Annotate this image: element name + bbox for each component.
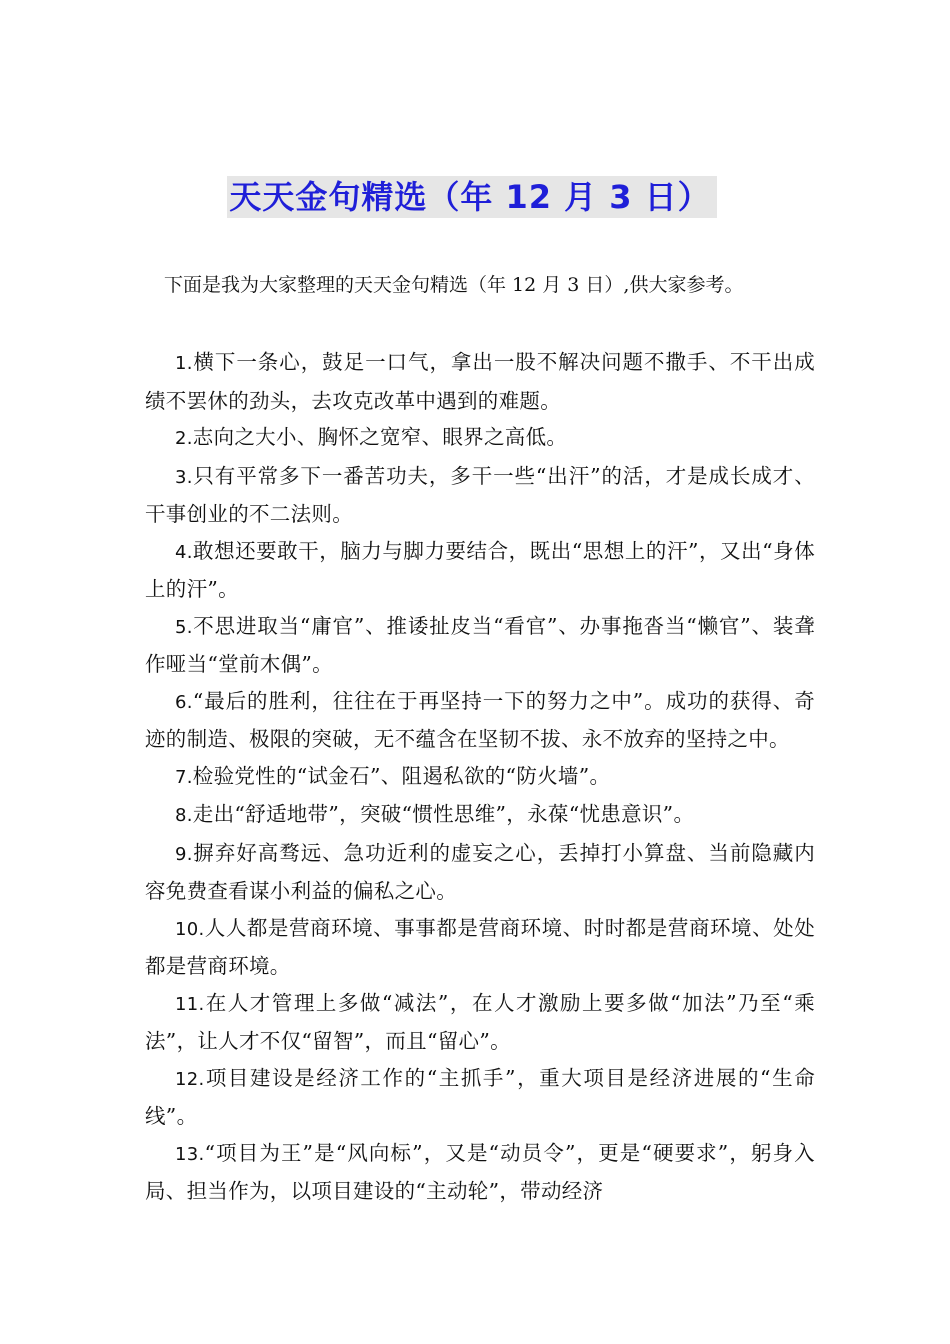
quote-item	[145, 419, 815, 458]
quote-text: 不思进取当“庸官”、推诿扯皮当“看官”、办事拖沓当“懒官”、装聋作哑当“堂前木偶”。	[145, 613, 815, 676]
quote-item	[145, 985, 815, 1060]
quote-number: 13.	[175, 1143, 205, 1165]
quote-number: 10.	[175, 918, 205, 940]
quote-number: 1.	[175, 353, 193, 374]
quote-text: “最后的胜利，往往在于再坚持一下的努力之中”。成功的获得、奇迹的制造、极限的突破，无不蕴含在坚韧不拔、永不放弃的坚持之中。	[145, 688, 815, 751]
quote-item	[145, 683, 815, 758]
quote-number: 11.	[175, 993, 205, 1015]
quote-number: 9.	[175, 843, 193, 865]
quote-text: 人人都是营商环境、事事都是营商环境、时时都是营商环境、处处都是营商环境。	[145, 915, 815, 978]
quote-number: 6.	[175, 691, 193, 713]
quote-item	[145, 796, 815, 835]
quote-text: 只有平常多下一番苦功夫，多干一些“出汗”的活，才是成长成才、干事创业的不二法则。	[145, 463, 815, 526]
quote-text: 志向之大小、胸怀之宽窄、眼界之高低。	[192, 425, 568, 449]
intro-paragraph: 下面是我为大家整理的天天金句精选（年 12 月 3 日）,供大家参考。	[164, 274, 744, 296]
quote-item	[145, 910, 815, 985]
quote-text: 走出“舒适地带”，突破“惯性思维”，永葆“忧患意识”。	[192, 802, 695, 826]
quote-list	[145, 344, 815, 1210]
quote-number: 2.	[175, 428, 193, 449]
quote-item	[145, 1135, 815, 1210]
quote-text: 摒弃好高骛远、急功近利的虚妄之心，丢掉打小算盘、当前隐藏内容免费查看谋小利益的偏私之心。	[145, 840, 815, 903]
quote-item	[145, 344, 815, 419]
quote-text: 敢想还要敢干，脑力与脚力要结合，既出“思想上的汗”，又出“身体上的汗”。	[145, 538, 815, 601]
quote-item	[145, 835, 815, 910]
quote-item	[145, 1060, 815, 1135]
quote-text: 横下一条心，鼓足一口气，拿出一股不解决问题不撒手、不干出成绩不罢休的劲头，去攻克改革中遇到的难题。	[145, 350, 815, 413]
quote-number: 12.	[175, 1068, 205, 1090]
quote-item	[145, 458, 815, 533]
quote-number: 4.	[175, 541, 193, 563]
quote-number: 5.	[175, 616, 193, 638]
quote-text: 检验党性的“试金石”、阻遏私欲的“防火墙”。	[192, 763, 611, 788]
quote-number: 8.	[175, 805, 193, 826]
quote-text: “项目为王”是“风向标”，又是“动员令”，更是“硬要求”，躬身入局、担当作为，以项目建设的“主动轮”，带动经济	[145, 1140, 815, 1203]
title-wrap	[0, 176, 950, 218]
quote-item	[145, 758, 815, 797]
quote-number: 7.	[175, 766, 193, 788]
quote-text: 在人才管理上多做“减法”，在人才激励上要多做“加法”乃至“乘法”，让人才不仅“留智”，而且“留心”。	[145, 990, 815, 1053]
page-title: 天天金句精选（年 12 月 3 日）	[227, 176, 716, 218]
quote-number: 3.	[175, 466, 193, 488]
quote-text: 项目建设是经济工作的“主抓手”，重大项目是经济进展的“生命线”。	[145, 1065, 815, 1128]
quote-item	[145, 533, 815, 608]
quote-item	[145, 608, 815, 683]
